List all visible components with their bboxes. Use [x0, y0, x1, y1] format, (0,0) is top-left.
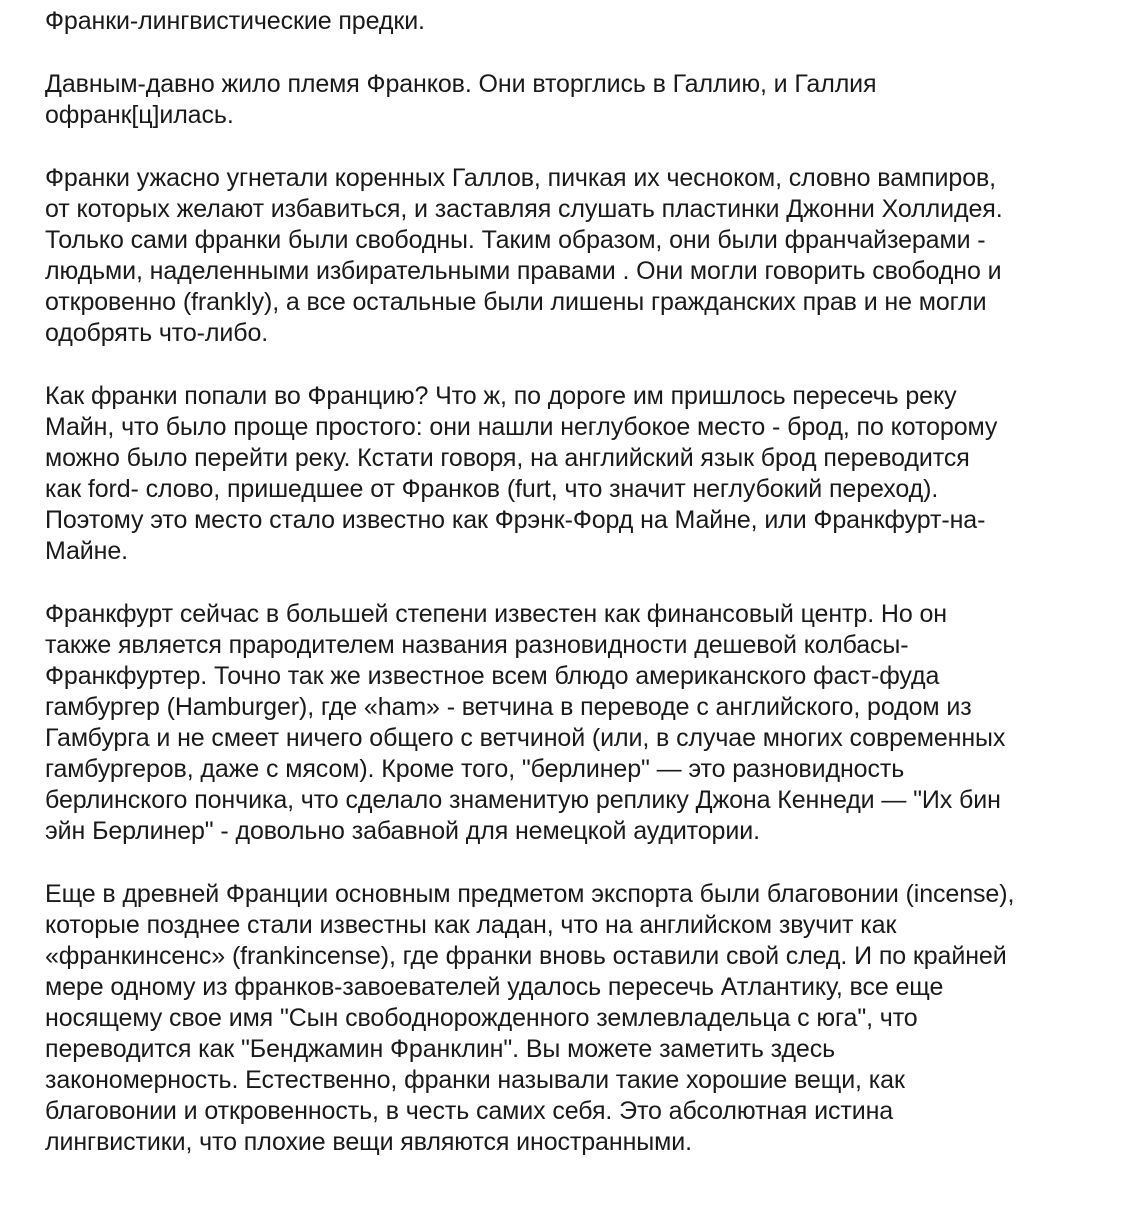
paragraph-frankfurt-origin: Как франки попали во Францию? Что ж, по дороге им пришлось пересечь реку Майн, что было проще простого: они нашли неглубокое место - брод, по которому можно было перейти реку. Кстати говоря, на английский язык брод переводится как ford- слово, пришедшее от Франков (furt, что значит неглубокий переход). Поэтому это место стало известно как Фрэнк-Форд на Майне, или Франкфурт-на- Майне.	[45, 382, 998, 565]
paragraph-oppression: Франки ужасно угнетали коренных Галлов, пичкая их чесноком, словно вампиров, от которых желают избавиться, и заставляя слушать пластинки Джонни Холлидея. Только сами франки были свободны. Таким образом, они были франчайзерами - людьми, наделенными избирательными правами . Они могли говорить свободно и откровенно (frankly), а все остальные были лишены гражданских прав и не могли одобрять что-либо.	[45, 164, 1003, 347]
document-title: Франки-лингвистические предки.	[45, 7, 425, 35]
document-body	[45, 6, 1105, 1190]
paragraph-sausages: Франкфурт сейчас в большей степени известен как финансовый центр. Но он также является прародителем названия разновидности дешевой колбасы- Франкфуртер. Точно так же известное всем блюдо американского фаст-фуда гамбургер (Hamburger), где «ham» - ветчина в переводе с английского, родом из Гамбурга и не смеет ничего общего с ветчиной (или, в случае многих современных гамбургеров, даже с мясом). Кроме того, "берлинер" — это разновидность берлинского пончика, что сделало знаменитую реплику Джона Кеннеди — "Их бин эйн Берлинер" - довольно забавной для немецкой аудитории.	[45, 600, 1006, 845]
paragraph-frankincense: Еще в древней Франции основным предметом экспорта были благовонии (incense), которые позднее стали известны как ладан, что на английском звучит как «франкинсенс» (frankincense), где франки вновь оставили свой след. И по крайней мере одному из франков-завоевателей удалось пересечь Атлантику, все еще носящему свое имя "Сын свободнорожденного землевладельца с юга", что переводится как "Бенджамин Франклин". Вы можете заметить здесь закономерность. Естественно, франки называли такие хорошие вещи, как благовонии и откровенность, в честь самих себя. Это абсолютная истина лингвистики, что плохие вещи являются иностранными.	[45, 880, 1015, 1156]
paragraph-intro: Давным-давно жило племя Франков. Они вторглись в Галлию, и Галлия офранк[ц]илась.	[45, 70, 877, 129]
